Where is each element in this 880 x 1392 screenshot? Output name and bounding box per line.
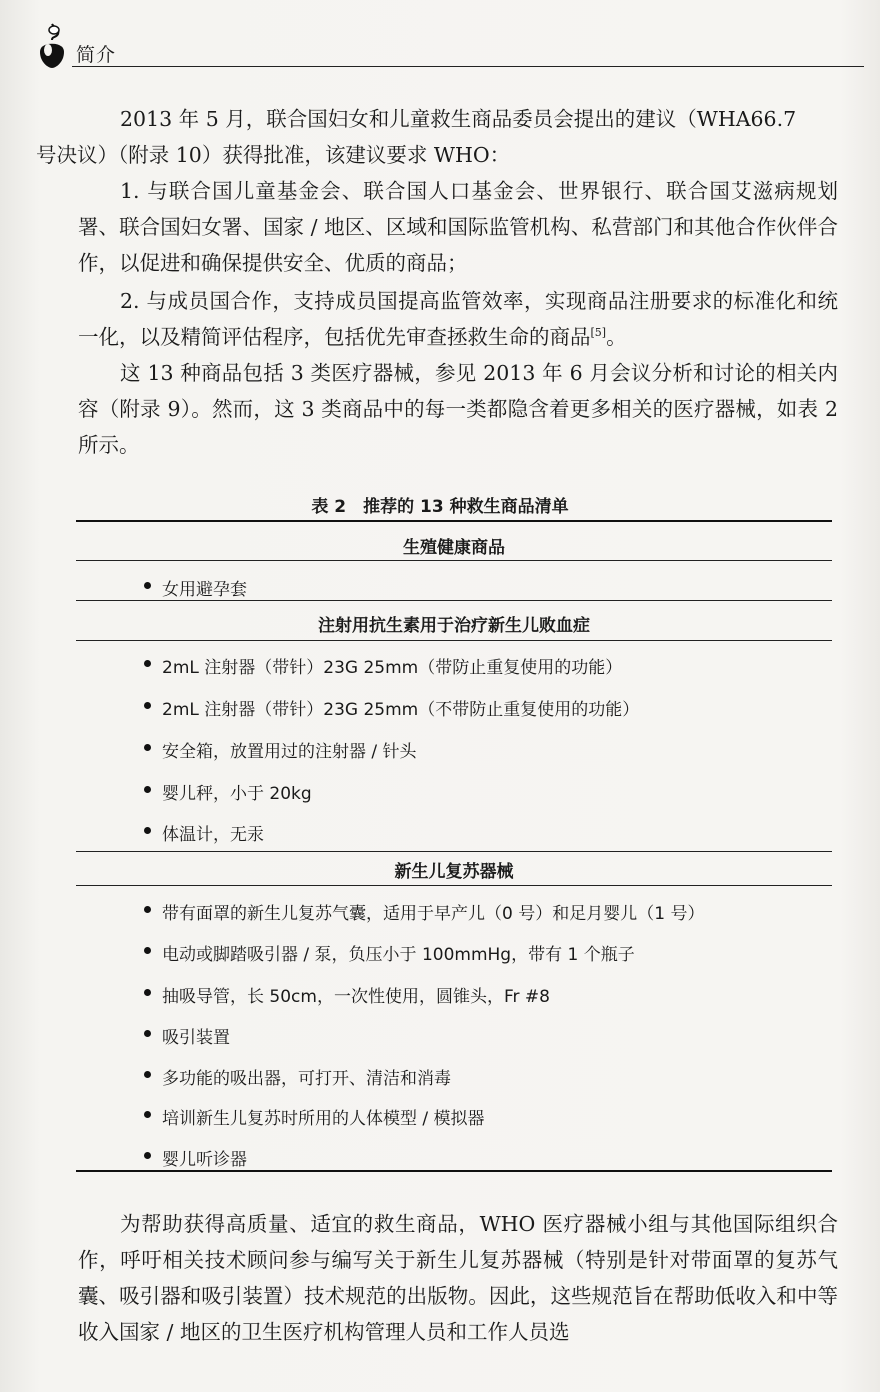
bullet-icon [144, 582, 151, 589]
section-rule [76, 885, 832, 886]
list-item: 2mL 注射器（带针）23G 25mm（不带防止重复使用的功能） [162, 695, 639, 720]
list-item: 婴儿听诊器 [162, 1145, 247, 1170]
bullet-icon [144, 702, 151, 709]
bullet-icon [144, 827, 151, 834]
running-header [28, 22, 844, 72]
paragraph-3-text: 2. 与成员国合作，支持成员国提高监管效率，实现商品注册要求的标准化和统一化，以及精简评估程序，包括优先审查拯救生命的商品 [78, 289, 838, 349]
section-rule [76, 640, 832, 641]
list-item: 2mL 注射器（带针）23G 25mm（带防止重复使用的功能） [162, 653, 622, 678]
section-title-reproductive: 生殖健康商品 [403, 538, 505, 558]
paragraph-1-line-1: 2013 年 5 月，联合国妇女和儿童救生商品委员会提出的建议（WHA66.7 [120, 107, 797, 131]
list-item: 抽吸导管，长 50cm，一次性使用，圆锥头，Fr #8 [162, 982, 550, 1007]
paragraph-4: 这 13 种商品包括 3 类医疗器械，参见 2013 年 6 月会议分析和讨论的相关内容（附录 9）。然而，这 3 类商品中的每一类都隐含着更多相关的医疗器械，如表 2 所示。 [78, 361, 838, 457]
section-title-antibiotics: 注射用抗生素用于治疗新生儿败血症 [318, 616, 590, 636]
list-item: 电动或脚踏吸引器 / 泵，负压小于 100mmHg，带有 1 个瓶子 [162, 940, 635, 965]
list-item: 吸引装置 [162, 1023, 230, 1048]
section-title-resuscitation: 新生儿复苏器械 [394, 862, 514, 882]
bullet-icon [144, 1111, 151, 1118]
list-item: 带有面罩的新生儿复苏气囊，适用于早产儿（0 号）和足月婴儿（1 号） [162, 899, 704, 924]
table-top-rule [76, 520, 832, 522]
bullet-icon [144, 906, 151, 913]
bullet-icon [144, 1030, 151, 1037]
paragraph-3 [78, 283, 838, 355]
table-bottom-rule [76, 1170, 832, 1172]
citation-ref: [5] [590, 326, 607, 340]
list-item: 安全箱，放置用过的注射器 / 针头 [162, 737, 417, 762]
list-item: 婴儿秤，小于 20kg [162, 779, 312, 804]
bullet-icon [144, 989, 151, 996]
header-rule [72, 66, 864, 67]
paragraph-1-line-2: 号决议）（附录 10）获得批准，该建议要求 WHO： [36, 143, 511, 167]
list-item: 女用避孕套 [162, 575, 247, 600]
section-rule [76, 851, 832, 852]
bullet-icon [144, 786, 151, 793]
paragraph-5: 为帮助获得高质量、适宜的救生商品，WHO 医疗器械小组与其他国际组织合作，呼吁相关技术顾问参与编写关于新生儿复苏器械（特别是针对带面罩的复苏气囊、吸引器和吸引装置）技术规范的出版物。因此，这些规范旨在帮助低收入和中等收入国家 / 地区的卫生医疗机构管理人员和工作人员选 [78, 1212, 838, 1344]
list-item: 体温计，无汞 [162, 820, 264, 845]
bullet-icon [144, 1071, 151, 1078]
section-rule [76, 560, 832, 561]
bullet-icon [144, 1152, 151, 1159]
bullet-icon [144, 947, 151, 954]
paragraph-1 [36, 101, 838, 173]
list-item: 多功能的吸出器，可打开、清洁和消毒 [162, 1064, 451, 1089]
list-item: 培训新生儿复苏时所用的人体模型 / 模拟器 [162, 1104, 485, 1129]
table-caption: 表 2 推荐的 13 种救生商品清单 [311, 497, 569, 517]
bullet-icon [144, 744, 151, 751]
section-rule [76, 600, 832, 601]
running-header-title: 简介 [76, 44, 117, 66]
paragraph-3-end: 。 [606, 325, 627, 349]
bullet-icon [144, 660, 151, 667]
chapter-ornament-icon [34, 22, 70, 70]
paragraph-2: 1. 与联合国儿童基金会、联合国人口基金会、世界银行、联合国艾滋病规划署、联合国妇女署、国家 / 地区、区域和国际监管机构、私营部门和其他合作伙伴合作，以促进和确保提供安全、优质的商品； [78, 179, 838, 275]
